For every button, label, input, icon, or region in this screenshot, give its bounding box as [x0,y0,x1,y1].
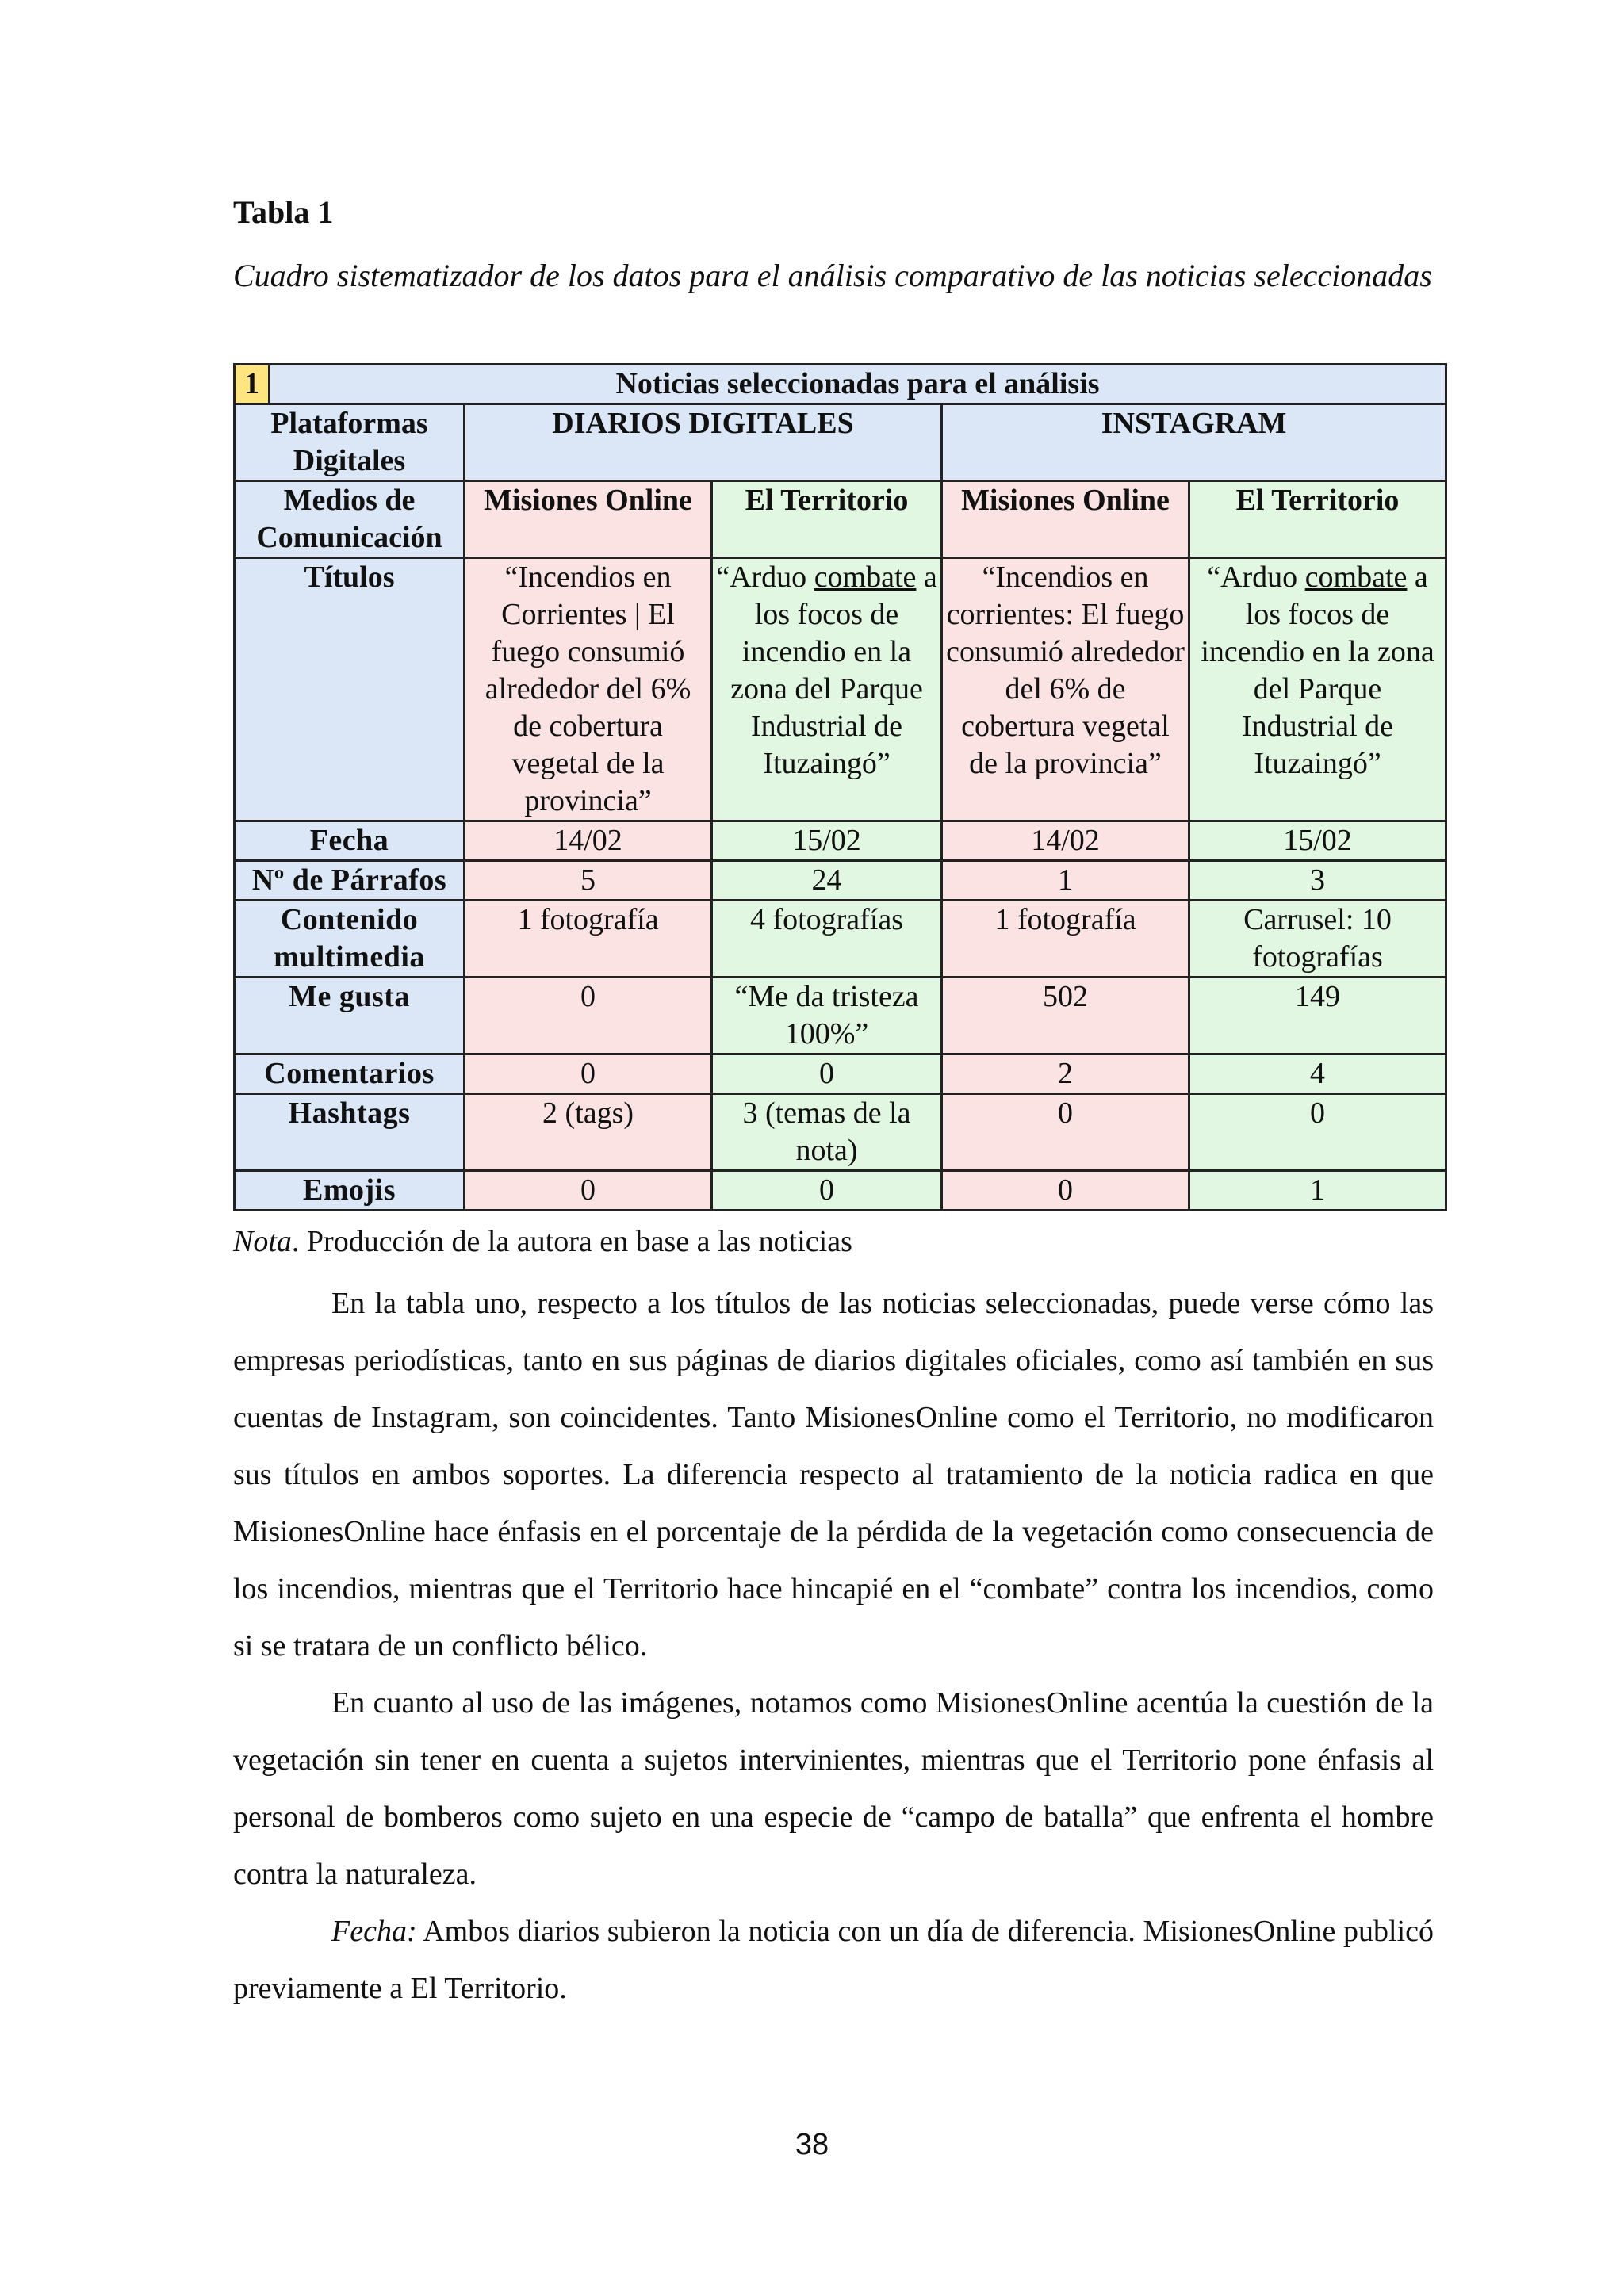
paragraph: En cuanto al uso de las imágenes, notamos como MisionesOnline acentúa la cuestión de la vegetación sin tener en cuenta a sujetos intervinientes, mientras que el Territorio pone énfasis al personal de bomberos como sujeto en una especie de “campo de batalla” que enfrenta el hombre contra la naturaleza. [233,1686,1434,1891]
table-header-row [235,365,1446,404]
table-cell: 0 [712,1171,942,1211]
table-cell: 0 [1189,1094,1446,1171]
title-cell: “Arduo combate a los focos de incendio en la zona del Parque Industrial de Ituzaingó” [712,558,942,821]
table-cell: 0 [465,1171,712,1211]
media-cell: El Territorio [712,481,942,558]
note-label: Nota [233,1225,292,1258]
table-header: Noticias seleccionadas para el análisis [270,365,1446,404]
table-caption-subtitle: Cuadro sistematizador de los datos para el análisis comparativo de las noticias seleccionadas [233,258,1432,293]
media-cell: Misiones Online [942,481,1189,558]
table-cell: 0 [465,978,712,1054]
table-row [235,861,1446,901]
table-cell: 1 fotografía [465,901,712,978]
page-number: 38 [795,2128,829,2161]
table-row [235,1094,1446,1171]
table-cell: 1 [1189,1171,1446,1211]
title-cell: “Arduo combate a los focos de incendio en la zona del Parque Industrial de Ituzaingó” [1189,558,1446,821]
table-cell: 24 [712,861,942,901]
platform-diarios: DIARIOS DIGITALES [465,404,942,481]
title-cell: “Incendios en Corrientes | El fuego consumió alrededor del 6% de cobertura vegetal de la provincia” [465,558,712,821]
row-label: Hashtags [235,1094,465,1171]
table-cell: 1 fotografía [942,901,1189,978]
table-note [233,1224,852,1259]
media-label: Medios de Comunicación [235,481,465,558]
row-label: Fecha [235,821,465,861]
paragraph-lead: Fecha: [331,1915,417,1948]
table-row [235,821,1446,861]
row-label: Nº de Párrafos [235,861,465,901]
table-row [235,901,1446,978]
media-row [235,481,1446,558]
platforms-label: Plataformas Digitales [235,404,465,481]
paragraph: En la tabla uno, respecto a los títulos de las noticias seleccionadas, puede verse cómo las empresas periodísticas, tanto en sus páginas de diarios digitales oficiales, como así también en sus cuentas de Instagram, son coincidentes. Tanto MisionesOnline como el Territorio, no modificaron sus títulos en ambos soportes. La diferencia respecto al tratamiento de la noticia radica en que MisionesOnline hace énfasis en el porcentaje de la pérdida de la vegetación como consecuencia de los incendios, mientras que el Territorio hace hincapié en el “combate” contra los incendios, como si se tratara de un conflicto bélico. [233,1287,1434,1663]
table-cell: 502 [942,978,1189,1054]
table-cell: 4 fotografías [712,901,942,978]
table-row [235,1054,1446,1094]
row-label: Emojis [235,1171,465,1211]
titles-row [235,558,1446,821]
table-cell: 15/02 [712,821,942,861]
table-cell: 3 [1189,861,1446,901]
table-row [235,1171,1446,1211]
paragraph: Fecha: Ambos diarios subieron la noticia con un día de diferencia. MisionesOnline publicó previamente a El Territorio. [233,1915,1434,2005]
platforms-row [235,404,1446,481]
table-cell: 0 [942,1171,1189,1211]
platform-instagram: INSTAGRAM [942,404,1446,481]
titles-label: Títulos [235,558,465,821]
table-cell: 14/02 [465,821,712,861]
table-cell: 1 [942,861,1189,901]
table-cell: Carrusel: 10 fotografías [1189,901,1446,978]
note-text: . Producción de la autora en base a las noticias [291,1225,852,1258]
body-text [233,1275,1434,2017]
table-cell: 5 [465,861,712,901]
table-cell: 149 [1189,978,1446,1054]
table-cell: 4 [1189,1054,1446,1094]
title-cell: “Incendios en corrientes: El fuego consumió alrededor del 6% de cobertura vegetal de la provincia” [942,558,1189,821]
table-cell: 0 [712,1054,942,1094]
comparison-table [233,363,1447,1211]
table-row [235,978,1446,1054]
table-cell: 15/02 [1189,821,1446,861]
table-cell: 2 (tags) [465,1094,712,1171]
row-label: Comentarios [235,1054,465,1094]
table-cell: 3 (temas de la nota) [712,1094,942,1171]
table-caption-title: Tabla 1 [233,194,334,230]
table-cell: 0 [942,1094,1189,1171]
row-label: Me gusta [235,978,465,1054]
table-cell: 14/02 [942,821,1189,861]
media-cell: Misiones Online [465,481,712,558]
table-cell: 0 [465,1054,712,1094]
table-cell: 2 [942,1054,1189,1094]
media-cell: El Territorio [1189,481,1446,558]
table-cell: “Me da tristeza 100%” [712,978,942,1054]
row-number: 1 [235,365,270,404]
row-label: Contenido multimedia [235,901,465,978]
